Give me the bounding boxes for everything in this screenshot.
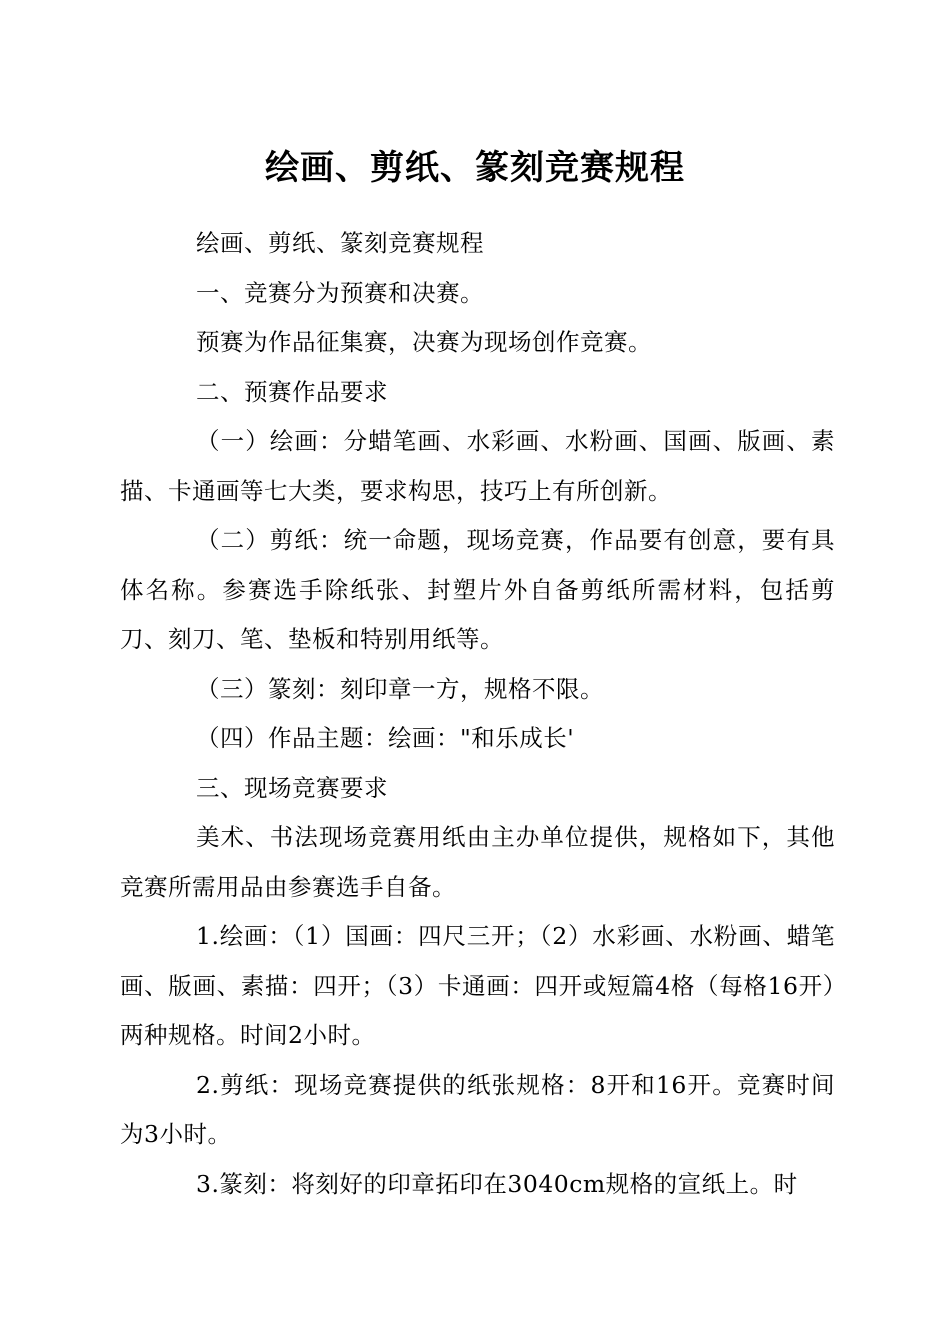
document-title: 绘画、剪纸、篆刻竞赛规程 xyxy=(265,148,685,188)
paragraph-painting-req: （一）绘画：分蜡笔画、水彩画、水粉画、国画、版画、素描、卡通画等七大类，要求构思，技巧上有所创新。 xyxy=(120,427,835,505)
paragraph-heading-repeat: 绘画、剪纸、篆刻竞赛规程 xyxy=(196,229,484,257)
paragraph-preliminary-desc: 预赛为作品征集赛，决赛为现场创作竞赛。 xyxy=(196,328,652,356)
paragraph-seal-req: （三）篆刻：刻印章一方，规格不限。 xyxy=(196,674,604,703)
paragraph-papercut-req: （二）剪纸：统一命题，现场竞赛，作品要有创意，要有具体名称。参赛选手除纸张、封塑片外自备剪纸所需材料，包括剪刀、刻刀、笔、垫板和特别用纸等。 xyxy=(120,526,835,653)
document-body xyxy=(120,219,835,1209)
paragraph-paper-supply: 美术、书法现场竞赛用纸由主办单位提供，规格如下，其他竞赛所需用品由参赛选手自备。 xyxy=(120,823,835,901)
paragraph-papercut-onsite: 2.剪纸：现场竞赛提供的纸张规格：8开和16开。竞赛时间为3小时。 xyxy=(120,1070,835,1148)
paragraph-painting-onsite: 1.绘画：（1）国画：四尺三开；（2）水彩画、水粉画、蜡笔画、版画、素描：四开；（3）卡通画：四开或短篇4格（每格16开）两种规格。时间2小时。 xyxy=(120,922,835,1049)
paragraph-theme: （四）作品主题：绘画："和乐成长' xyxy=(196,724,575,752)
paragraph-section-1: 一、竞赛分为预赛和决赛。 xyxy=(196,278,484,307)
paragraph-section-3: 三、现场竞赛要求 xyxy=(196,773,388,802)
paragraph-section-2: 二、预赛作品要求 xyxy=(196,377,388,406)
paragraph-seal-onsite: 3.篆刻：将刻好的印章拓印在3040cm规格的宣纸上。时 xyxy=(196,1169,798,1198)
